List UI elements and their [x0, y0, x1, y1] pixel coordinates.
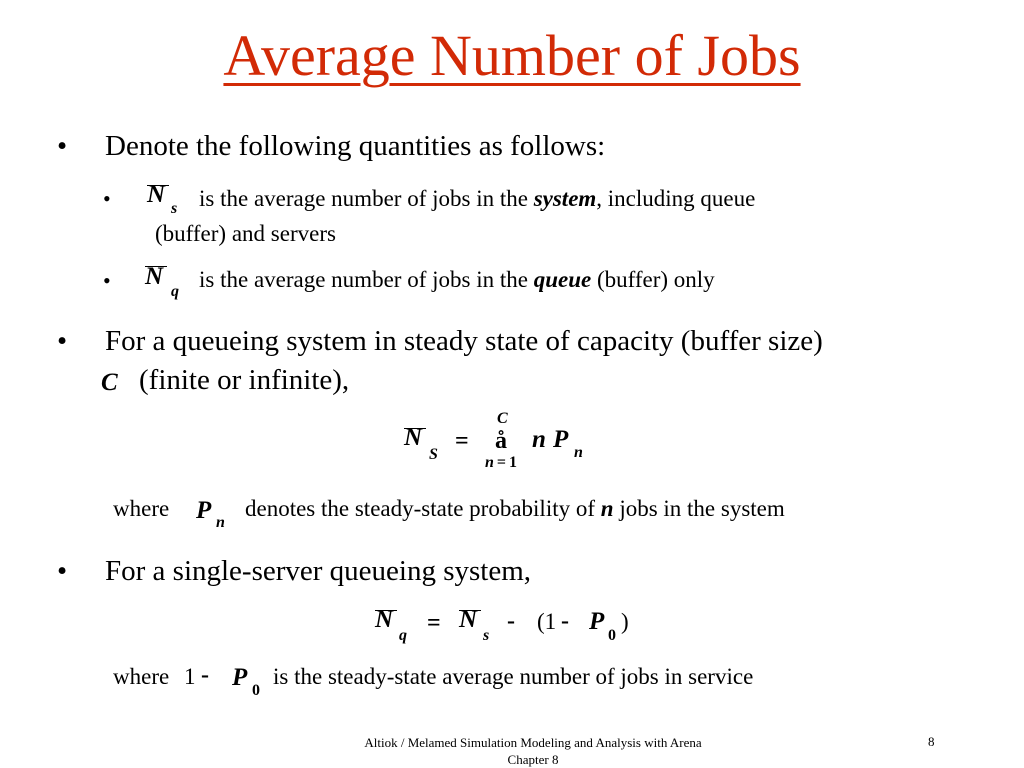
eq2-close-paren: ) [621, 609, 629, 634]
where2-one: 1 [184, 664, 196, 689]
where2-text: is the steady-state average number of jobs in service [273, 664, 754, 689]
page-number: 8 [928, 734, 935, 749]
text-post: jobs in the system [613, 496, 785, 521]
slide-title: Average Number of Jobs [223, 23, 801, 88]
eq2-p-sub: 0 [608, 627, 616, 644]
bullet-text-denote: Denote the following quantities as follows: [105, 130, 606, 162]
bullet-dot: • [57, 130, 68, 162]
eq2-equals: = [427, 610, 441, 636]
bullet-dot: • [57, 555, 68, 587]
emph-queue: queue [533, 267, 592, 292]
eq2-p: P [589, 608, 605, 635]
sub-bullet-dot: • [103, 186, 111, 211]
sum-symbol: å [495, 428, 507, 454]
where2-p-sub: 0 [252, 682, 260, 699]
eq2-minus2: - [561, 608, 569, 634]
text-mid: denotes the steady-state probability of [245, 496, 601, 521]
sum-lower-eq: = [496, 454, 507, 471]
where-label: where [113, 496, 170, 521]
var-n: N [147, 181, 166, 208]
var-c: C [101, 369, 118, 396]
eq2-minus: - [507, 608, 515, 634]
footer-citation [333, 734, 733, 768]
where1-sub-n: n [216, 514, 225, 531]
sum-lower-1: 1 [509, 454, 518, 471]
eq1-term-n: n [532, 426, 546, 453]
eq2-rhs-n: N [459, 606, 478, 633]
emph-n: n [600, 496, 614, 521]
text-pre: is the average number of jobs in the [199, 267, 534, 292]
bullet-text-capacity: For a queueing system in steady state of capacity (buffer size) [105, 325, 823, 357]
eq1-term-sub: n [574, 444, 583, 461]
sum-upper-c: C [497, 410, 508, 427]
sub-bullet-text-queue [199, 267, 715, 293]
eq2-open-paren: (1 [537, 609, 557, 634]
where2-minus: - [201, 662, 209, 688]
sub-q: q [171, 283, 179, 300]
where2-p: P [232, 664, 248, 691]
sum-lower [485, 454, 517, 472]
where-label: where [113, 664, 170, 689]
var-n: N [145, 263, 164, 290]
sub-bullet-text-line2: (buffer) and servers [155, 221, 336, 246]
text-post: (buffer) only [591, 267, 715, 292]
eq1-equals: = [455, 428, 469, 454]
where1-text [245, 496, 785, 522]
where1-var-p: P [196, 497, 212, 524]
bullet-dot: • [57, 325, 68, 357]
text-pre: is the average number of jobs in the [199, 186, 534, 211]
bullet-text-single-server: For a single-server queueing system, [105, 555, 532, 587]
bullet-text-finite: (finite or infinite), [139, 364, 350, 396]
footer-line1: Altiok / Melamed Simulation Modeling and Analysis with Arena [364, 735, 702, 750]
sum-lower-n: n [485, 454, 494, 471]
sub-bullet-dot: • [103, 268, 111, 293]
text-post: , including queue [596, 186, 756, 211]
eq1-term-p: P [553, 426, 569, 453]
emph-system: system [533, 186, 597, 211]
footer-line2: Chapter 8 [507, 752, 559, 767]
eq1-lhs-n: N [404, 424, 423, 451]
eq2-lhs-sub: q [399, 627, 407, 644]
eq1-lhs-sub: S [429, 446, 438, 463]
eq2-lhs-n: N [375, 606, 394, 633]
eq2-rhs-sub: s [483, 627, 490, 644]
sub-bullet-text-system [199, 186, 755, 212]
sub-s: s [171, 200, 178, 217]
